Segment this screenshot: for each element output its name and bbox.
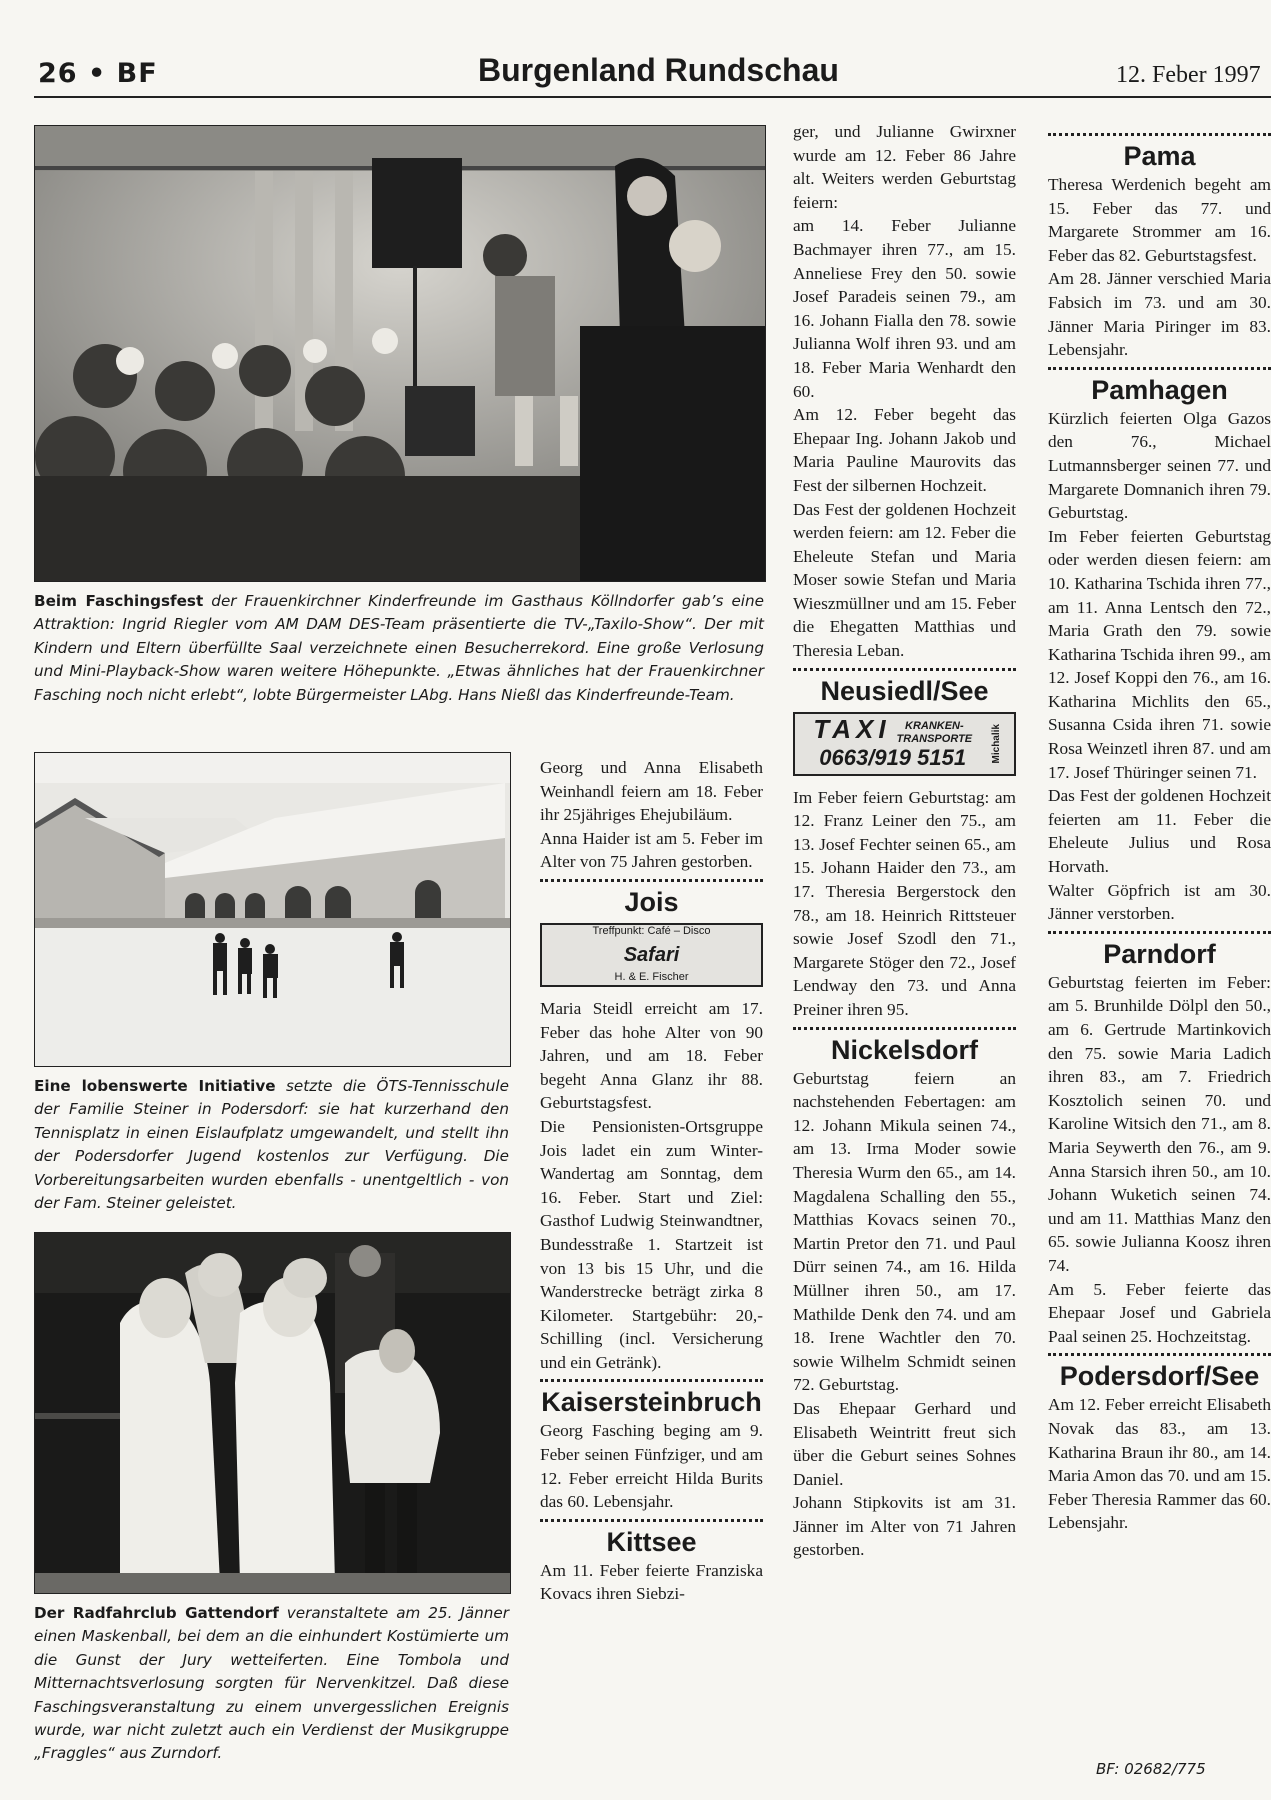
section-divider xyxy=(1048,133,1271,136)
article-paragraph: Georg und Anna Elisabeth Weinhandl feiern am 18. Feber ihr 25jähriges Ehejubiläum. xyxy=(540,758,763,825)
section-heading-pamhagen: Pamhagen xyxy=(1091,374,1228,405)
column-3 xyxy=(540,756,763,1606)
article-paragraph: am 14. Feber Julianne Bachmayer ihren 77., am 15. Anneliese Frey den 50. sowie Josef Paradeis seinen 79., am 16. Johann Fialla den 78. sowie Julianna Wolf ihren 93. und am 18. Feber Maria Wenhardt den 60. xyxy=(793,216,1016,401)
ad-taxi-title: TAXI xyxy=(813,713,891,744)
section-divider xyxy=(1048,931,1271,934)
caption-maskenball xyxy=(34,1602,509,1766)
article-paragraph: Maria Steidl erreicht am 17. Feber das hohe Alter von 90 Jahren, und am 18. Feber begeht Anna Glanz ihr 88. Geburtstagsfest. xyxy=(540,998,763,1113)
caption-fasching xyxy=(34,590,764,707)
section-heading-jois: Jois xyxy=(624,886,679,917)
caption-text: veranstaltete am 25. Jänner einen Maskenball, bei dem an die einhundert Kostümierte um die Gunst der Jury wetteiferten. Eine Tombola und Mitternachtsverlosung sorgten für Nervenkitzel. Daß diese Faschingsveranstaltung zu einem unvergesslichen Ereignis wurde, war nicht zuletzt auch ein Verdienst der Musikgruppe „Fraggles“ aus Zurndorf. xyxy=(34,1604,509,1763)
article-paragraph: Am 5. Feber feierte das Ehepaar Josef und Gabriela Paal seinen 25. Hochzeitstag. xyxy=(1048,1279,1271,1346)
header-rule xyxy=(34,96,1271,98)
article-paragraph: Das Fest der goldenen Hochzeit werden feiern: am 12. Feber die Eheleute Stefan und Maria Moser sowie Stefan und Maria Wieszmüllner und am 15. Feber die Ehegatten Matthias und Theresia Leban. xyxy=(793,499,1016,661)
section-divider xyxy=(1048,367,1271,370)
photo-fasching-stage xyxy=(34,125,766,582)
section-heading-pama: Pama xyxy=(1123,141,1196,171)
ad-taxi-phone: 0663/919 5151 xyxy=(819,745,967,771)
caption-text: der Frauenkirchner Kinderfreunde im Gasthaus Köllndorfer gab’s eine Attraktion: Ingrid Riegler vom AM DAM DES-Team präsentierte die TV-„Taxilo-Show“. Der mit Kindern und Eltern überfüllte Saal verzeichnete einen Besucherrekord. Eine große Verlosung und Mini-Playback-Show waren weitere Höhepunkte. „Etwas ähnliches hat der Frauenkirchner Fasching noch nicht erlebt“, lobte Bürgermeister LAbg. Hans Nießl das Kinderfreunde-Team. xyxy=(34,592,764,704)
ad-cafe-safari xyxy=(540,923,763,987)
article-paragraph: Im Feber feierten Geburtstag oder werden diesen feiern: am 10. Katharina Tschida ihren 77., am 11. Anna Lentsch den 72., Maria Grath den 79. sowie Katharina Tschida ihren 99., am 12. Josef Koppi den 76., am 16. Katharina Michlits den 65., Susanna Csida ihren 71. sowie Rosa Weinzetl ihren 87. und am 17. Josef Thüringer seinen 71. xyxy=(1048,526,1271,782)
caption-ice-rink xyxy=(34,1075,509,1215)
article-paragraph: Walter Göpfrich ist am 30. Jänner verstorben. xyxy=(1048,880,1271,924)
ad-taxi-sub: KRANKEN- TRANSPORTE xyxy=(896,720,973,746)
ad-taxi xyxy=(793,712,1016,776)
column-4 xyxy=(793,120,1016,1562)
section-divider xyxy=(540,879,763,882)
section-heading-neusiedl: Neusiedl/See xyxy=(820,675,989,706)
article-paragraph: Das Ehepaar Gerhard und Elisabeth Weintritt freut sich über die Geburt seines Sohnes Daniel. xyxy=(793,1398,1016,1489)
column-5 xyxy=(1048,128,1271,1535)
section-divider xyxy=(540,1379,763,1382)
article-paragraph: Theresa Werdenich begeht am 15. Feber das 77. und Margarete Strommer am 16. Feber das 82. Geburtstagsfest. xyxy=(1048,175,1271,265)
article-paragraph: Am 11. Feber feierte Franziska Kovacs ihren Siebzi- xyxy=(540,1560,763,1604)
article-paragraph: Georg Fasching beging am 9. Feber seinen Fünfziger, und am 12. Feber erreicht Hilda Burits das 60. Lebensjahr. xyxy=(540,1421,763,1512)
section-divider xyxy=(793,668,1016,671)
photo-ice-rink xyxy=(34,752,511,1067)
ad-taxi-owner: Michalik xyxy=(991,723,1003,764)
section-heading-kaisersteinbruch: Kaisersteinbruch xyxy=(541,1387,762,1418)
newspaper-title: Burgenland Rundschau xyxy=(478,52,839,88)
page-number: 26 • BF xyxy=(38,58,158,89)
section-heading-parndorf: Parndorf xyxy=(1103,938,1216,969)
footer-phone: BF: 02682/775 xyxy=(1096,1760,1206,1778)
section-divider xyxy=(793,1027,1016,1030)
article-paragraph: Am 12. Feber begeht das Ehepaar Ing. Johann Jakob und Maria Pauline Maurovits das Fest der silbernen Hochzeit. xyxy=(793,405,1016,495)
article-paragraph: Kürzlich feierten Olga Gazos den 76., Michael Lutmannsberger seinen 77. und Margarete Domnanich ihren 79. Geburtstag. xyxy=(1048,408,1271,523)
caption-lead: Der Radfahrclub Gattendorf xyxy=(34,1604,279,1622)
article-paragraph: Am 28. Jänner verschied Maria Fabsich im 73. und am 30. Jänner Maria Piringer im 83. Lebensjahr. xyxy=(1048,269,1271,360)
article-paragraph: Geburtstag feierten im Feber: am 5. Brunhilde Dölpl den 50., am 6. Gertrude Martinkovich den 75. sowie Maria Ladich ihren 83., am 7. Friedrich Kosztolich seinen 70. und Karoline Witsich den 71., am 8. Maria Seywerth den 76., am 9. Anna Starsich ihren 50., am 10. Johann Wuketich seinen 74. und am 11. Matthias Manz den 65. sowie Julianna Koosz ihren 74. xyxy=(1048,972,1271,1275)
section-heading-podersdorf: Podersdorf/See xyxy=(1059,1361,1260,1392)
article-paragraph: Das Fest der goldenen Hochzeit feierten am 11. Feber die Eheleute Julius und Rosa Horvath. xyxy=(1048,786,1271,877)
article-paragraph: Anna Haider ist am 5. Feber im Alter von 75 Jahren gestorben. xyxy=(540,828,763,872)
ad-text: H. & E. Fischer xyxy=(614,970,689,983)
section-divider xyxy=(540,1519,763,1522)
photo-maskenball xyxy=(34,1232,511,1594)
section-heading-kittsee: Kittsee xyxy=(606,1526,697,1557)
caption-lead: Eine lobenswerte Initiative xyxy=(34,1077,276,1095)
caption-lead: Beim Faschingsfest xyxy=(34,592,204,610)
article-paragraph: Am 12. Feber erreicht Elisabeth Novak das 83., am 13. Katharina Braun ihr 80., am 14. Maria Amon das 70. und am 15. Feber Theresia Rammer das 60. Lebensjahr. xyxy=(1048,1395,1271,1533)
article-paragraph: Die Pensionisten-Ortsgruppe Jois ladet ein zum Winter-Wandertag am Sonntag, dem 16. Feber. Start und Ziel: Gasthof Ludwig Steinwandtner, Bundesstraße 1. Startzeit ist von 13 bis 15 Uhr, und die Wanderstrecke beträgt zirka 8 Kilometer. Startgebühr: 20,- Schilling (incl. Versicherung und ein Getränk). xyxy=(540,1116,763,1372)
article-paragraph: Johann Stipkovits ist am 31. Jänner im Alter von 71 Jahren gestorben. xyxy=(793,1493,1016,1560)
article-paragraph: Geburtstag feiern an nachstehenden Febertagen: am 12. Johann Mikula seinen 74., am 13. Irma Moder sowie Theresia Wurm den 65., am 14. Magdalena Schalling den 55., Matthias Kovacs seinen 70., Martin Pretor den 71. und Paul Dürr seinen 74., am 16. Hilda Müllner ihren 50., am 17. Mathilde Denk den 74. und am 18. Irene Wachtler den 70. sowie Wilhelm Schmidt seinen 72. Geburtstag. xyxy=(793,1068,1016,1395)
section-heading-nickelsdorf: Nickelsdorf xyxy=(830,1034,979,1065)
section-divider xyxy=(1048,1353,1271,1356)
article-paragraph: ger, und Julianne Gwirxner wurde am 12. Feber 86 Jahre alt. Weiters werden Geburtstag feiern: xyxy=(793,122,1016,212)
article-paragraph: Im Feber feiern Geburtstag: am 12. Franz Leiner den 75., am 13. Josef Fechter seinen 65., am 15. Johann Haider den 73., am 17. Theresia Bergerstock den 78., am 18. Heinrich Rittsteuer sowie Josef Szodl den 71., Margarete Stöger den 72., Josef Lendway den 73. und Anna Preiner ihren 95. xyxy=(793,787,1016,1019)
ad-text: Treffpunkt: Café – Disco xyxy=(592,925,711,938)
caption-text: setzte die ÖTS-Tennisschule der Familie Steiner in Podersdorf: sie hat kurzerhand den Tennisplatz in einen Eislaufplatz umgewandelt, und stellt ihn der Podersdorfer Jugend kostenlos zur Verfügung. Die Vorbereitungsarbeiten wurden ebenfalls - unentgeltlich - von der Fam. Steiner geleistet. xyxy=(34,1077,509,1213)
issue-date: 12. Feber 1997 xyxy=(1116,62,1261,88)
ad-logo-text: Safari xyxy=(623,943,680,966)
